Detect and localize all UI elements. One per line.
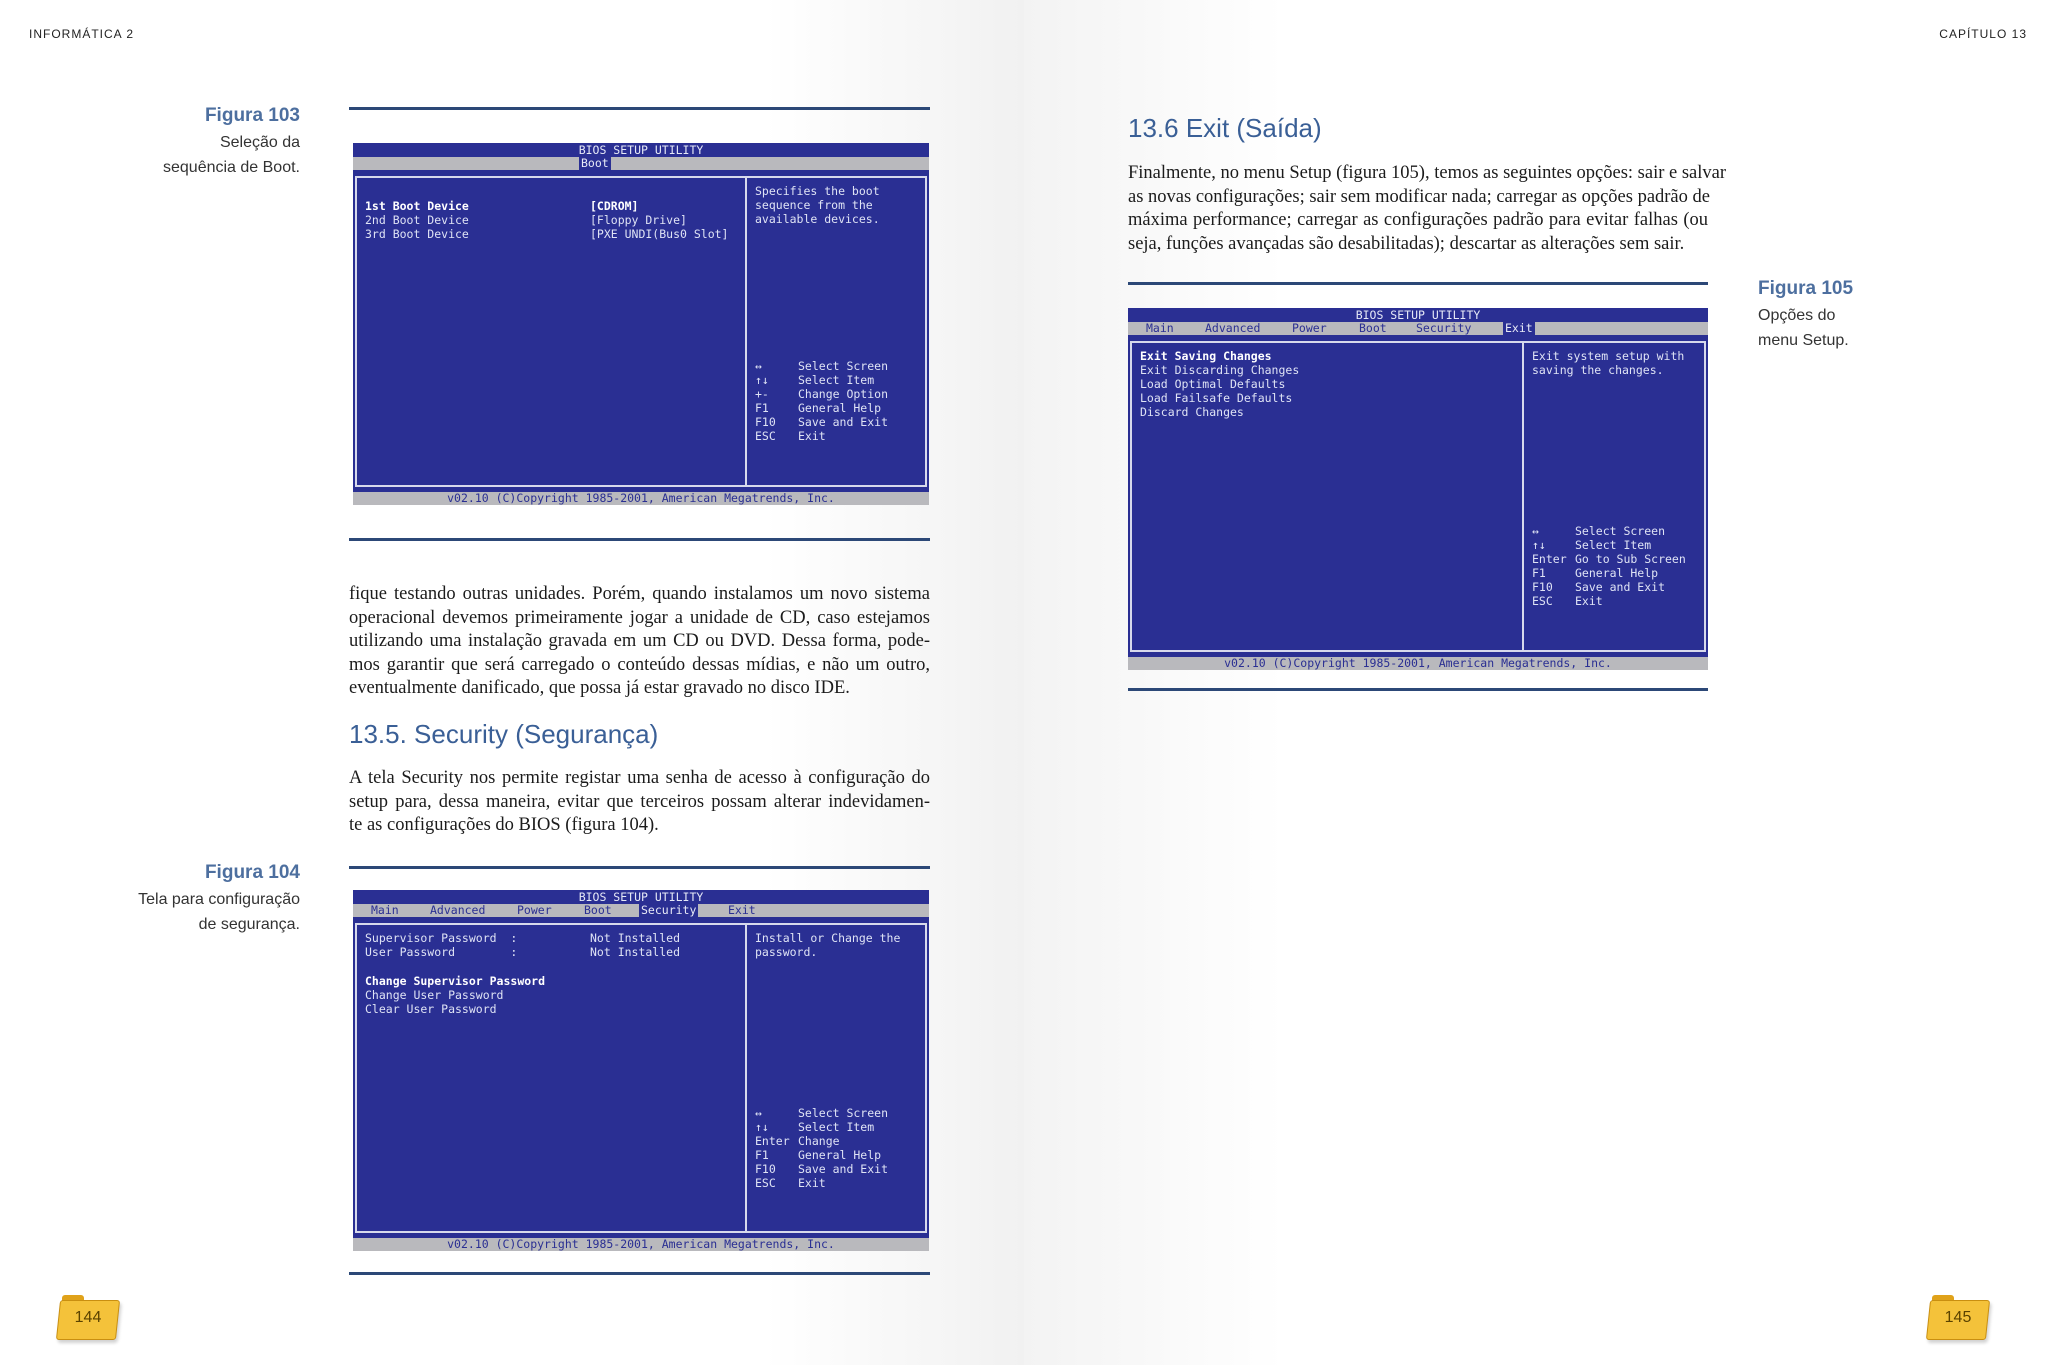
bios-key: Enter xyxy=(1532,552,1567,566)
bios-key-action: Exit xyxy=(798,429,826,443)
bios-key: F10 xyxy=(755,1162,776,1176)
bios-footer: v02.10 (C)Copyright 1985-2001, American Megatrends, Inc. xyxy=(353,1238,929,1251)
bios-key-action: Change xyxy=(798,1134,840,1148)
bios-key-action: Change Option xyxy=(798,387,889,401)
figure-105-rule-bottom xyxy=(1128,688,1708,691)
bios-action-item: Exit Discarding Changes xyxy=(1140,363,1300,377)
bios-key: F1 xyxy=(755,1148,769,1162)
bios-footer: v02.10 (C)Copyright 1985-2001, American Megatrends, Inc. xyxy=(1128,657,1708,670)
section-heading-13-6: 13.6 Exit (Saída) xyxy=(1128,113,1322,143)
bios-key: ↑↓ xyxy=(755,1120,769,1134)
figure-103-label: Figura 103 xyxy=(204,105,300,126)
bios-item-value: Not Installed xyxy=(590,931,681,945)
figure-105-caption: Opções do menu Setup. xyxy=(1758,307,1849,349)
bios-key: ↑↓ xyxy=(755,373,769,387)
bios-key: F10 xyxy=(755,415,776,429)
figure-104-caption: Tela para configuração de segurança. xyxy=(138,891,300,933)
bios-help-text: sequence from the xyxy=(755,198,873,212)
left-paragraph-1: fique testando outras unidades. Porém, quando instalamos um novo sistema operacional devemos primeiramente jogar a unidade de CD, caso estejamos utilizando uma instalação gravada em um CD ou DVD. Dessa forma, pode- mos garantir que será carregado o conteúdo dessas mídias, e não um outro, eventualmente danificado, que possa já estar gravado no disco IDE. xyxy=(349,584,930,698)
bios-item-value: [CDROM] xyxy=(590,199,639,213)
bios-tab-power: Power xyxy=(1292,321,1327,335)
bios-key-action: Exit xyxy=(798,1176,826,1190)
figure-104-bios-screen xyxy=(353,890,929,1251)
bios-key: F1 xyxy=(755,401,769,415)
figure-104-label: Figura 104 xyxy=(204,862,300,883)
bios-key: ↔ xyxy=(755,359,762,373)
bios-key-action: General Help xyxy=(1575,566,1659,580)
bios-key-action: Select Screen xyxy=(1575,524,1666,538)
bios-title: BIOS SETUP UTILITY xyxy=(1128,308,1708,322)
bios-key-action: General Help xyxy=(798,401,882,415)
bios-help-text: Exit system setup with xyxy=(1532,349,1685,363)
bios-key: ↔ xyxy=(755,1106,762,1120)
bios-action-item: Clear User Password xyxy=(365,1002,497,1016)
bios-divider xyxy=(745,176,747,487)
figure-103-caption: Seleção da sequência de Boot. xyxy=(163,134,300,176)
figure-104-rule-top xyxy=(349,866,930,869)
figure-105-bios-screen xyxy=(1128,308,1708,670)
bios-key-action: General Help xyxy=(798,1148,882,1162)
figure-103-rule-top xyxy=(349,107,930,110)
bios-item-name: 1st Boot Device xyxy=(365,199,469,213)
bios-menubar xyxy=(353,157,929,170)
bios-divider xyxy=(1522,341,1524,652)
bios-help-text: password. xyxy=(755,945,818,959)
bios-help-text: Install or Change the xyxy=(755,931,901,945)
bios-key: F1 xyxy=(1532,566,1546,580)
bios-menubar xyxy=(1128,322,1708,335)
bios-tab-security: Security xyxy=(1416,321,1472,335)
bios-item-value: Not Installed xyxy=(590,945,681,959)
running-head-right: CAPÍTULO 13 xyxy=(1939,27,2027,41)
bios-tab-main: Main xyxy=(371,903,399,917)
figure-103-rule-bottom xyxy=(349,538,930,541)
bios-item-value: [PXE UNDI(Bus0 Slot] xyxy=(590,227,729,241)
bios-help-text: available devices. xyxy=(755,212,880,226)
bios-title: BIOS SETUP UTILITY xyxy=(353,890,929,904)
bios-title: BIOS SETUP UTILITY xyxy=(353,143,929,157)
bios-item-name: 3rd Boot Device xyxy=(365,227,469,241)
bios-help-text: saving the changes. xyxy=(1532,363,1664,377)
bios-key: ESC xyxy=(755,429,776,443)
bios-item-name: 2nd Boot Device xyxy=(365,213,469,227)
bios-key: ↔ xyxy=(1532,524,1539,538)
bios-item-value: [Floppy Drive] xyxy=(590,213,687,227)
bios-footer: v02.10 (C)Copyright 1985-2001, American Megatrends, Inc. xyxy=(353,492,929,505)
bios-key-action: Select Screen xyxy=(798,1106,889,1120)
bios-tab-exit: Exit xyxy=(728,903,756,917)
section-heading-13-5: 13.5. Security (Segurança) xyxy=(349,719,659,749)
page-number-badge-right xyxy=(1928,1295,1988,1341)
bios-key: ↑↓ xyxy=(1532,538,1546,552)
bios-tab-advanced: Advanced xyxy=(430,903,486,917)
bios-tab-boot: Boot xyxy=(1359,321,1387,335)
bios-tab-boot: Boot xyxy=(584,903,612,917)
bios-key: F10 xyxy=(1532,580,1553,594)
bios-tab-boot: Boot xyxy=(581,156,609,170)
page-number-badge-left xyxy=(58,1295,118,1341)
bios-key: +- xyxy=(755,387,769,401)
bios-tab-security: Security xyxy=(641,903,697,917)
page-number-right: 145 xyxy=(1944,1309,1972,1326)
bios-key: ESC xyxy=(1532,594,1553,608)
bios-menubar xyxy=(353,904,929,917)
bios-item-name: Supervisor Password : xyxy=(365,931,518,945)
bios-divider xyxy=(745,923,747,1233)
figure-104-rule-bottom xyxy=(349,1272,930,1275)
bios-action-item: Discard Changes xyxy=(1140,405,1244,419)
bios-tab-power: Power xyxy=(517,903,552,917)
bios-tab-main: Main xyxy=(1146,321,1174,335)
bios-panel xyxy=(355,923,927,1233)
bios-key-action: Exit xyxy=(1575,594,1603,608)
figure-105-rule-top xyxy=(1128,282,1708,285)
bios-key-action: Select Item xyxy=(1575,538,1652,552)
right-paragraph-1: Finalmente, no menu Setup (figura 105), temos as seguintes opções: sair e salvar as novas configurações; sair sem modificar nada; carregar as opções padrão de máxima performance; carregar as configurações padrão para evitar falhas (ou seja, funções avançadas são desabilitadas); descartar as alterações sem sair. xyxy=(1128,163,1727,254)
bios-tab-exit: Exit xyxy=(1505,321,1533,335)
bios-action-item: Change User Password xyxy=(365,988,504,1002)
bios-key-action: Go to Sub Screen xyxy=(1575,552,1686,566)
bios-tab-advanced: Advanced xyxy=(1205,321,1261,335)
bios-key: Enter xyxy=(755,1134,790,1148)
bios-key-action: Save and Exit xyxy=(798,415,889,429)
left-paragraph-2: A tela Security nos permite registar uma senha de acesso à configuração do setup para, dessa maneira, evitar que terceiros possam alterar indevidamen- te as configurações do BIOS (figura 104). xyxy=(349,768,930,835)
bios-item-name: User Password : xyxy=(365,945,518,959)
bios-action-item: Change Supervisor Password xyxy=(365,974,546,988)
bios-key: ESC xyxy=(755,1176,776,1190)
bios-key-action: Select Item xyxy=(798,1120,875,1134)
bios-action-item: Load Failsafe Defaults xyxy=(1140,391,1293,405)
bios-action-item: Load Optimal Defaults xyxy=(1140,377,1286,391)
page-number-left: 144 xyxy=(74,1309,102,1326)
bios-key-action: Save and Exit xyxy=(798,1162,889,1176)
bios-action-item: Exit Saving Changes xyxy=(1140,349,1272,363)
bios-help-text: Specifies the boot xyxy=(755,184,880,198)
bios-key-action: Save and Exit xyxy=(1575,580,1666,594)
bios-key-action: Select Screen xyxy=(798,359,889,373)
running-head-left: INFORMÁTICA 2 xyxy=(29,27,135,41)
right-page xyxy=(1024,0,2048,1365)
figure-103-bios-screen xyxy=(353,143,929,505)
figure-105-label: Figura 105 xyxy=(1758,278,1854,299)
bios-key-action: Select Item xyxy=(798,373,875,387)
